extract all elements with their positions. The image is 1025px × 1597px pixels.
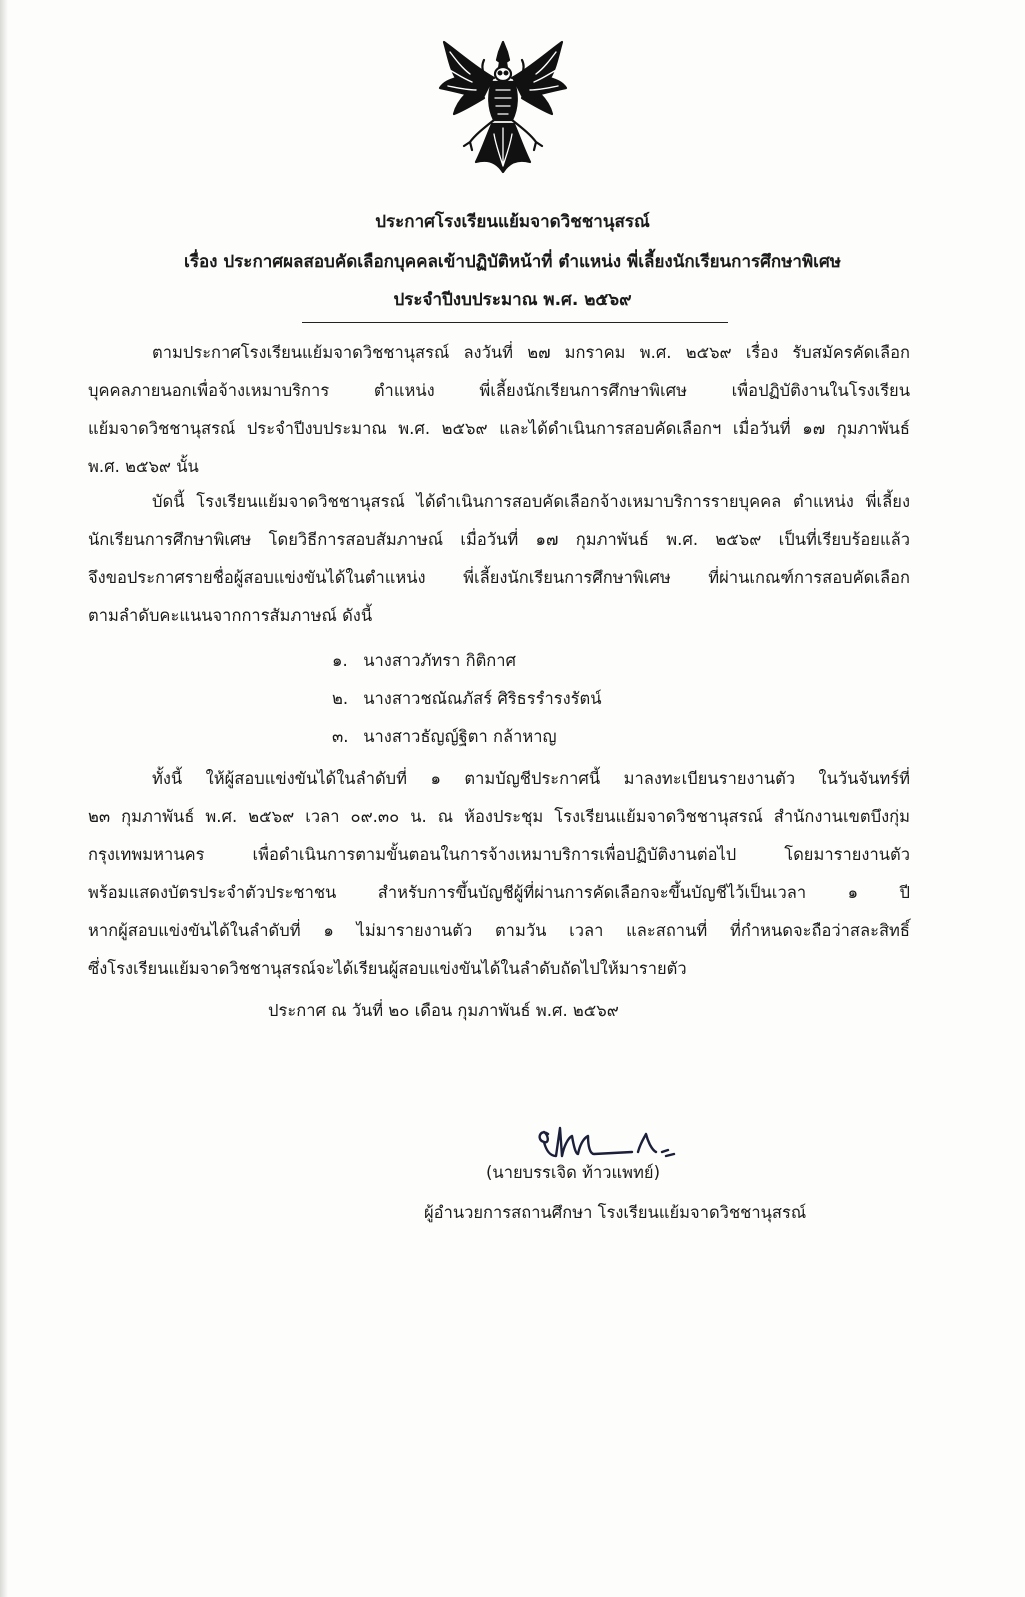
list-item [332,680,602,718]
paragraph-line: นักเรียนการศึกษาพิเศษ โดยวิธีการสอบสัมภาษณ์ เมื่อวันที่ ๑๗ กุมภาพันธ์ พ.ศ. ๒๕๖๙ เป็นที่เรียบร้อยแล้ว [88,530,910,549]
paragraph-line: หากผู้สอบแข่งขันได้ในลำดับที่ ๑ ไม่มารายงานตัว ตามวัน เวลา และสถานที่ ที่กำหนดจะถือว่าสละสิทธิ์ [88,921,910,940]
paragraph-results [88,483,910,635]
signer-name: (นายบรรเจิด ท้าวแพทย์) [486,1163,661,1182]
paragraph-line: ซึ่งโรงเรียนแย้มจาดวิชชานุสรณ์จะได้เรียนผู้สอบแข่งขันได้ในลำดับถัดไปให้มารายตัว [88,959,687,978]
document-title: ประกาศโรงเรียนแย้มจาดวิชชานุสรณ์ [375,212,650,232]
paragraph-line: กรุงเทพมหานคร เพื่อดำเนินการตามขั้นตอนในการจ้างเหมาบริการเพื่อปฏิบัติงานต่อไป โดยมารายงานตัว [88,845,910,864]
paragraph-line: จึงขอประกาศรายชื่อผู้สอบแข่งขันได้ในตำแหน่ง พี่เลี้ยงนักเรียนการศึกษาพิเศษ ที่ผ่านเกณฑ์การสอบคัดเลือก [88,568,910,587]
paragraph-reference [88,334,910,486]
paragraph-line: ๒๓ กุมภาพันธ์ พ.ศ. ๒๕๖๙ เวลา ๐๙.๓๐ น. ณ ห้องประชุม โรงเรียนแย้มจาดวิชชานุสรณ์ สำนักงานเขตบึงกุ่ม [88,807,910,826]
title-underline [302,322,728,323]
paragraph-line: ตามลำดับคะแนนจากการสัมภาษณ์ ดังนี้ [88,606,373,625]
paragraph-line: บุคคลภายนอกเพื่อจ้างเหมาบริการ ตำแหน่ง พี่เลี้ยงนักเรียนการศึกษาพิเศษ เพื่อปฏิบัติงานในโรงเรียน [88,381,910,400]
candidate-list [332,642,602,756]
list-item [332,642,602,680]
announcement-date: ประกาศ ณ วันที่ ๒๐ เดือน กุมภาพันธ์ พ.ศ. ๒๕๖๙ [268,1001,619,1020]
paragraph-line: ตามประกาศโรงเรียนแย้มจาดวิชชานุสรณ์ ลงวันที่ ๒๗ มกราคม พ.ศ. ๒๕๖๙ เรื่อง รับสมัครคัดเลือก [152,343,910,362]
candidate-name: นางสาวชณัณภัสร์ ศิริธรรำรงรัตน์ [363,689,602,708]
page-edge-shadow [0,0,8,1597]
list-item [332,718,602,756]
handwritten-signature [534,1120,684,1164]
fiscal-year-line: ประจำปีงบประมาณ พ.ศ. ๒๕๖๙ [393,290,632,310]
paragraph-line: แย้มจาดวิชชานุสรณ์ ประจำปีงบประมาณ พ.ศ. ๒๕๖๙ และได้ดำเนินการสอบคัดเลือกฯ เมื่อวันที่ ๑๗ กุมภาพันธ์ [88,419,910,438]
paragraph-instructions [88,760,910,988]
paragraph-line: พร้อมแสดงบัตรประจำตัวประชาชน สำหรับการขึ้นบัญชีผู้ที่ผ่านการคัดเลือกจะขึ้นบัญชีไว้เป็นเวลา ๑ ปี [88,883,910,902]
candidate-number: ๑. [332,651,348,670]
candidate-number: ๒. [332,689,349,708]
garuda-emblem-icon [436,38,570,174]
paragraph-line: ทั้งนี้ ให้ผู้สอบแข่งขันได้ในลำดับที่ ๑ ตามบัญชีประกาศนี้ มาลงทะเบียนรายงานตัว ในวันจันทร์ที่ [152,769,910,788]
document-subject: เรื่อง ประกาศผลสอบคัดเลือกบุคคลเข้าปฏิบัติหน้าที่ ตำแหน่ง พี่เลี้ยงนักเรียนการศึกษาพิเศษ [184,252,841,272]
signer-position: ผู้อำนวยการสถานศึกษา โรงเรียนแย้มจาดวิชชานุสรณ์ [424,1203,807,1222]
candidate-name: นางสาวภัทรา กิติกาศ [363,651,517,670]
candidate-name: นางสาวธัญญ์ฐิตา กล้าหาญ [363,727,557,746]
paragraph-line: บัดนี้ โรงเรียนแย้มจาดวิชชานุสรณ์ ได้ดำเนินการสอบคัดเลือกจ้างเหมาบริการรายบุคคล ตำแหน่ง พี่เลี้ยง [152,492,910,511]
paragraph-line: พ.ศ. ๒๕๖๙ นั้น [88,457,199,476]
candidate-number: ๓. [332,727,349,746]
